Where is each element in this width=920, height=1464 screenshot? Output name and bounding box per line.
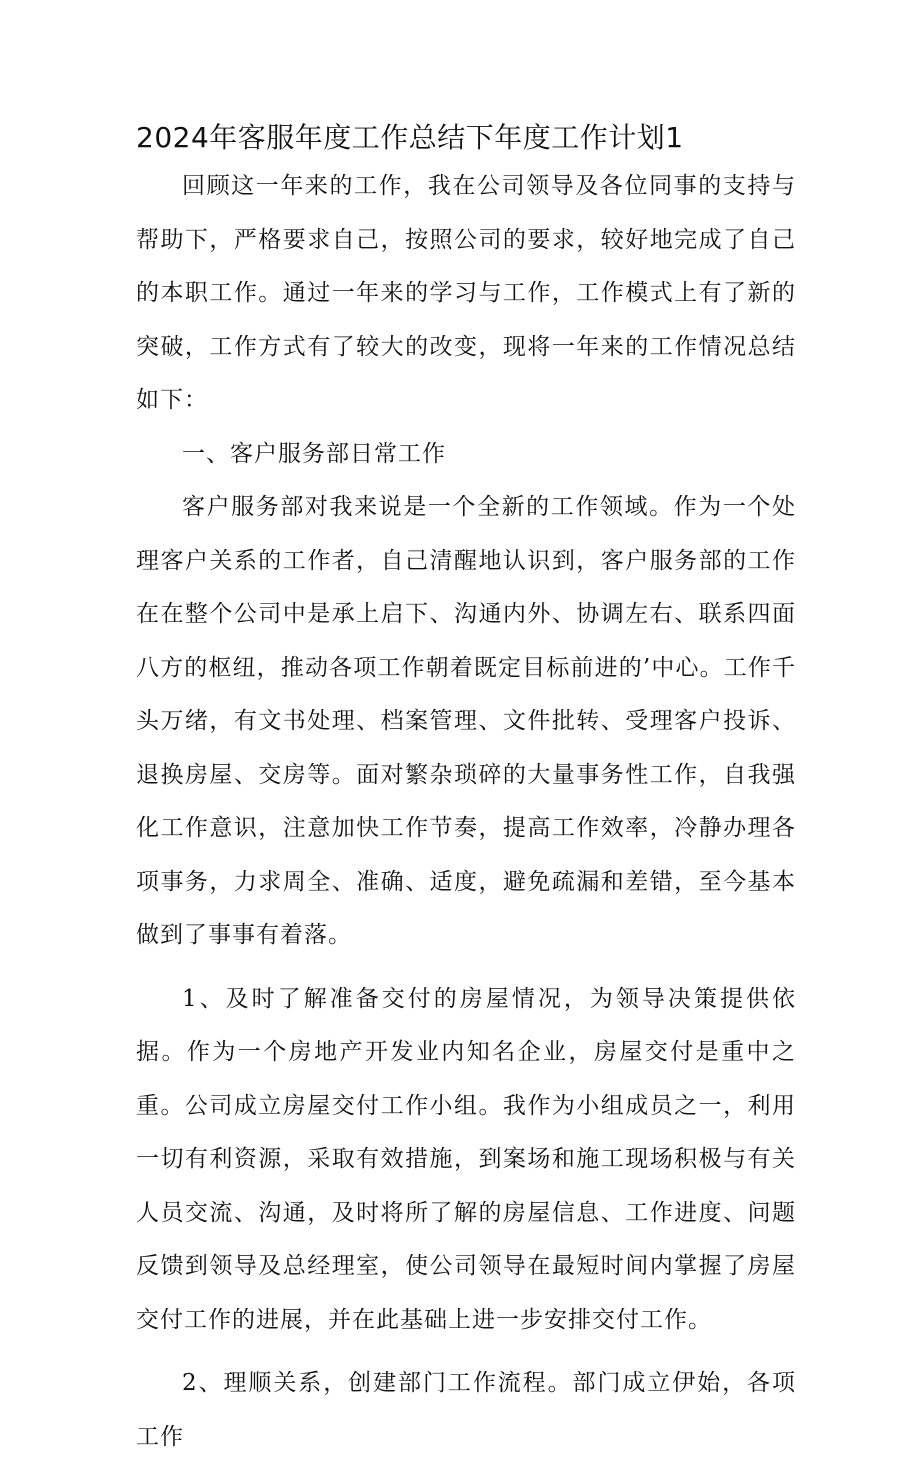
intro-paragraph: 回顾这一年来的工作，我在公司领导及各位同事的支持与帮助下，严格要求自己，按照公司的要求，较好地完成了自己的本职工作。通过一年来的学习与工作，工作模式上有了新的突破，工作方式有了较大的改变，现将一年来的工作情况总结如下： [136,173,796,413]
document-body [136,160,796,1464]
numbered-paragraph: 2、理顺关系，创建部门工作流程。部门成立伊始，各项工作 [136,1370,796,1450]
section-heading: 一、客户服务部日常工作 [182,440,446,467]
paragraph-gap [136,1347,796,1357]
section-paragraph: 客户服务部对我来说是一个全新的工作领域。作为一个处理客户关系的工作者，自己清醒地认识到，客户服务部的工作在在整个公司中是承上启下、沟通内外、协调左右、联系四面八方的枢纽，推动各项工作朝着既定目标前进的’中心。工作千头万绪，有文书处理、档案管理、文件批转、受理客户投诉、退换房屋、交房等。面对繁杂琐碎的大量事务性工作，自我强化工作意识，注意加快工作节奏，提高工作效率，冷静办理各项事务，力求周全、准确、适度，避免疏漏和差错，至今基本做到了事事有着落。 [136,494,796,948]
document-title: 2024年客服年度工作总结下年度工作计划1 [136,121,684,154]
numbered-paragraph: 1、及时了解准备交付的房屋情况，为领导决策提供依据。作为一个房地产开发业内知名企业，房屋交付是重中之重。公司成立房屋交付工作小组。我作为小组成员之一，利用一切有利资源，采取有效措施，到案场和施工现场积极与有关人员交流、沟通，及时将所了解的房屋信息、工作进度、问题反馈到领导及总经理室，使公司领导在最短时间内掌握了房屋交付工作的进展，并在此基础上进一步安排交付工作。 [136,985,796,1333]
paragraph-gap [136,963,796,973]
